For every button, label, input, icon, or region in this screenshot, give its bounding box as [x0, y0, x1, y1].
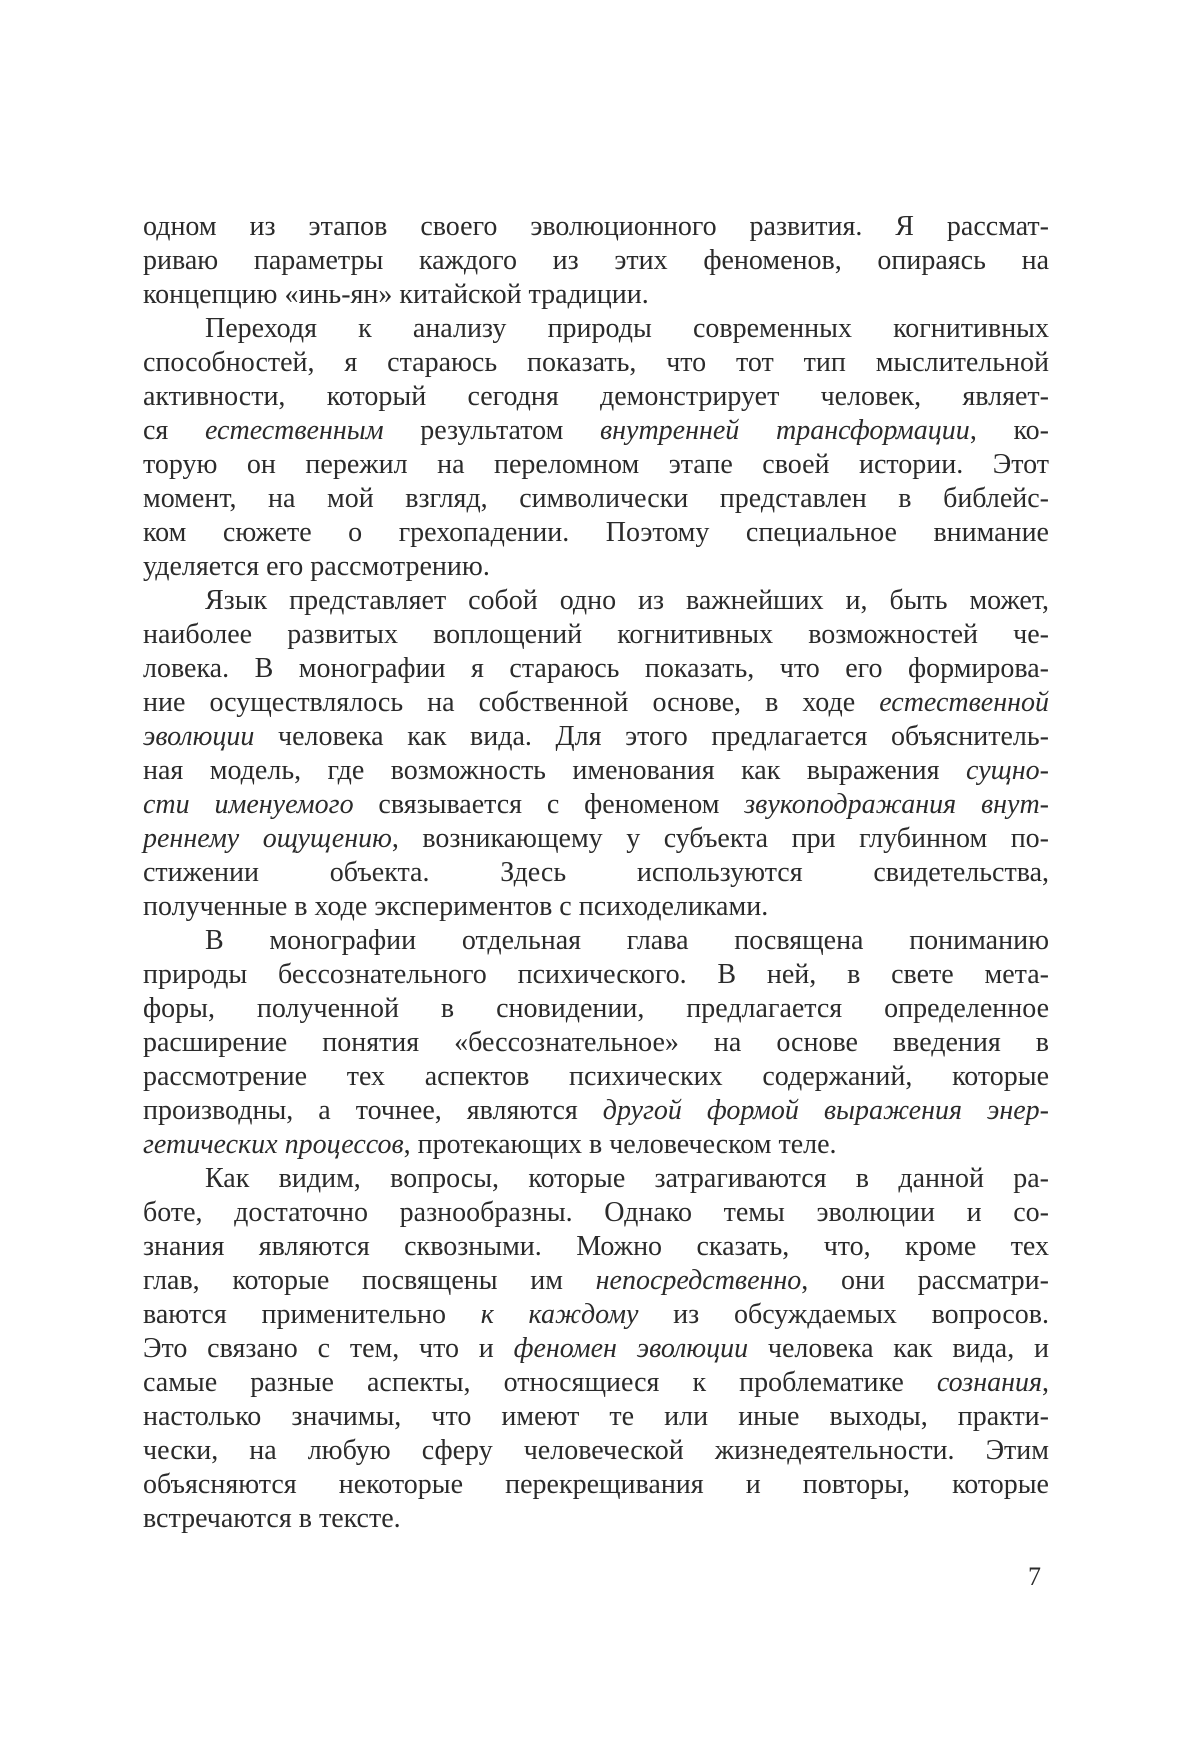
text-line: [143, 1128, 1049, 1162]
text-line: [143, 754, 1049, 788]
text-line: [143, 1230, 1049, 1264]
text-run: Это связано с тем, что и: [143, 1333, 514, 1364]
text-run: уделяется его рассмотрению.: [143, 551, 490, 582]
text-run: связывается с феноменом: [353, 789, 745, 820]
text-run: способностей, я стараюсь показать, что тот тип мыслительной: [143, 347, 1049, 378]
text-run: ком сюжете о грехопадении. Поэтому специальное внимание: [143, 517, 1049, 548]
text-line: [143, 482, 1049, 516]
italic-text: гетических процессов: [143, 1129, 404, 1160]
text-run: полученные в ходе экспериментов с психоделиками.: [143, 891, 769, 922]
italic-text: другой формой выражения энер-: [602, 1095, 1050, 1126]
text-line: [143, 1060, 1049, 1094]
text-line: [143, 1026, 1049, 1060]
text-run: торую он пережил на переломном этапе своей истории. Этот: [143, 449, 1049, 480]
text-run: Как видим, вопросы, которые затрагиваются в данной ра-: [205, 1163, 1049, 1194]
text-run: концепцию «инь-ян» китайской традиции.: [143, 279, 649, 310]
text-run: , протекающих в человеческом теле.: [403, 1129, 837, 1160]
italic-text: звукоподражания внут-: [744, 789, 1049, 820]
text-run: , они рассматри-: [801, 1265, 1049, 1296]
text-line: [143, 550, 1049, 584]
text-run: природы бессознательного психического. В ней, в свете мета-: [143, 959, 1049, 990]
text-run: ная модель, где возможность именования как выражения: [143, 755, 966, 786]
paragraph: [143, 1162, 1049, 1536]
text-run: , ко-: [969, 415, 1049, 446]
text-line: [143, 720, 1049, 754]
text-run: В монографии отдельная глава посвящена пониманию: [205, 925, 1049, 956]
text-run: из обсуждаемых вопросов.: [638, 1299, 1049, 1330]
italic-text: эволюции: [143, 721, 255, 752]
text-run: ся: [143, 415, 205, 446]
text-line: [143, 1400, 1049, 1434]
text-line: [143, 1502, 1049, 1536]
text-line: [143, 1434, 1049, 1468]
text-run: глав, которые посвящены им: [143, 1265, 596, 1296]
text-run: ловека. В монографии я стараюсь показать, что его формирова-: [143, 653, 1049, 684]
text-run: самые разные аспекты, относящиеся к проблематике: [143, 1367, 937, 1398]
page-number: 7: [1028, 1562, 1041, 1591]
paragraph: [143, 924, 1049, 1162]
text-line: [143, 1196, 1049, 1230]
text-run: момент, на мой взгляд, символически представлен в библейс-: [143, 483, 1049, 514]
text-run: результатом: [383, 415, 600, 446]
text-line: [143, 856, 1049, 890]
paragraph: [143, 584, 1049, 924]
italic-text: к каждому: [480, 1299, 639, 1330]
italic-text: сти именуемого: [143, 789, 354, 820]
text-run: человека как вида. Для этого предлагается объяснитель-: [254, 721, 1049, 752]
text-line: [143, 788, 1049, 822]
italic-text: сознания: [936, 1367, 1042, 1398]
text-run: производны, а точнее, являются: [143, 1095, 603, 1126]
text-run: человека как вида, и: [748, 1333, 1049, 1364]
text-line: [143, 958, 1049, 992]
italic-text: феномен эволюции: [513, 1333, 749, 1364]
text-run: встречаются в тексте.: [143, 1503, 401, 1534]
text-line: [143, 652, 1049, 686]
text-line: [143, 992, 1049, 1026]
text-run: наиболее развитых воплощений когнитивных возможностей че-: [143, 619, 1049, 650]
text-line: [143, 312, 1049, 346]
text-line: [143, 822, 1049, 856]
text-line: [143, 1468, 1049, 1502]
paragraph: [143, 210, 1049, 312]
text-line: [143, 448, 1049, 482]
text-line: [143, 584, 1049, 618]
text-run: , возникающему у субъекта при глубинном по-: [391, 823, 1049, 854]
text-run: рассмотрение тех аспектов психических содержаний, которые: [143, 1061, 1049, 1092]
text-line: [143, 1264, 1049, 1298]
text-line: [143, 1298, 1049, 1332]
text-run: чески, на любую сферу человеческой жизнедеятельности. Этим: [143, 1435, 1049, 1466]
text-line: [143, 244, 1049, 278]
text-line: [143, 1162, 1049, 1196]
text-run: ваются применительно: [143, 1299, 481, 1330]
italic-text: реннему ощущению: [143, 823, 392, 854]
text-run: объясняются некоторые перекрещивания и повторы, которые: [143, 1469, 1049, 1500]
text-run: Язык представляет собой одно из важнейших и, быть может,: [205, 585, 1049, 616]
text-line: [143, 210, 1049, 244]
italic-text: естественным: [204, 415, 384, 446]
italic-text: сущно-: [965, 755, 1049, 786]
text-run: риваю параметры каждого из этих феноменов, опираясь на: [143, 245, 1049, 276]
text-line: [143, 516, 1049, 550]
text-line: [143, 1366, 1049, 1400]
text-line: [143, 380, 1049, 414]
text-line: [143, 618, 1049, 652]
text-run: активности, который сегодня демонстрирует человек, являет-: [143, 381, 1049, 412]
italic-text: внутренней трансформации: [599, 415, 970, 446]
italic-text: непосредственно: [595, 1265, 802, 1296]
text-line: [143, 414, 1049, 448]
text-line: [143, 278, 1049, 312]
text-run: ,: [1042, 1367, 1049, 1398]
text-line: [143, 1094, 1049, 1128]
text-line: [143, 686, 1049, 720]
italic-text: естественной: [879, 687, 1049, 718]
text-line: [143, 1332, 1049, 1366]
text-run: Переходя к анализу природы современных когнитивных: [205, 313, 1049, 344]
text-run: форы, полученной в сновидении, предлагается определенное: [143, 993, 1049, 1024]
text-run: боте, достаточно разнообразны. Однако темы эволюции и со-: [143, 1197, 1049, 1228]
text-line: [143, 924, 1049, 958]
text-run: знания являются сквозными. Можно сказать, что, кроме тех: [143, 1231, 1049, 1262]
text-run: ние осуществлялось на собственной основе, в ходе: [143, 687, 880, 718]
page-text-body: [143, 210, 1049, 1536]
paragraph: [143, 312, 1049, 584]
text-line: [143, 346, 1049, 380]
text-line: [143, 890, 1049, 924]
text-run: одном из этапов своего эволюционного развития. Я рассмат-: [143, 211, 1049, 242]
text-run: расширение понятия «бессознательное» на основе введения в: [143, 1027, 1049, 1058]
text-run: стижении объекта. Здесь используются свидетельства,: [143, 857, 1049, 888]
text-run: настолько значимы, что имеют те или иные выходы, практи-: [143, 1401, 1049, 1432]
